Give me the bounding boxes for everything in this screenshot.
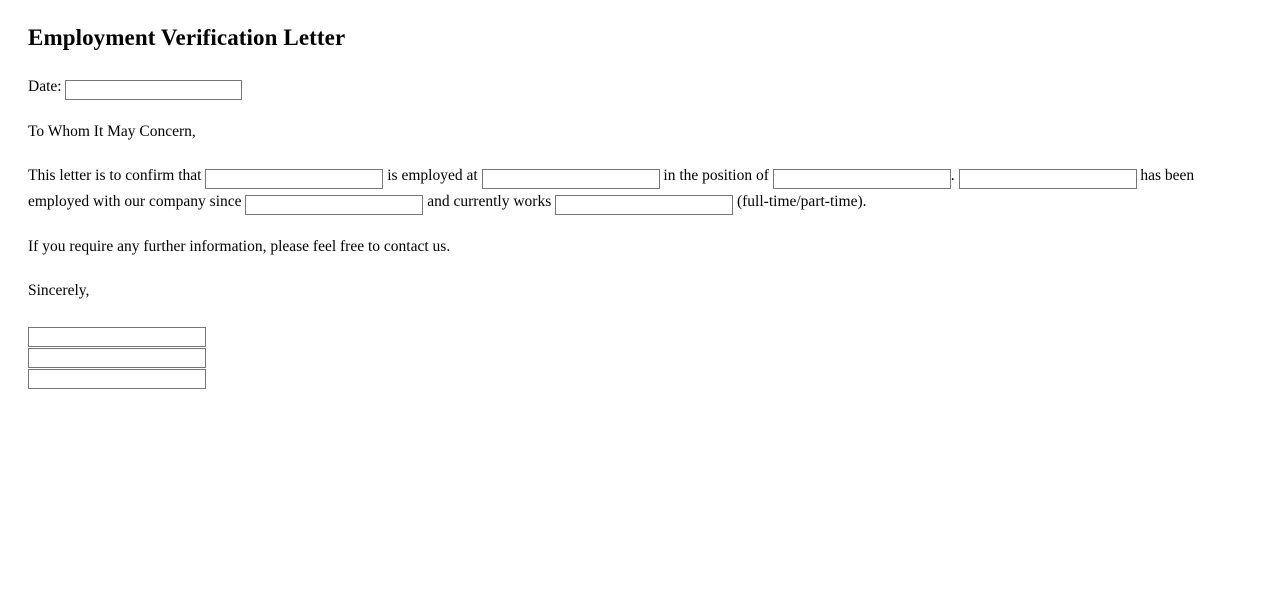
position-input[interactable] bbox=[773, 169, 951, 189]
closing-text: Sincerely, bbox=[28, 281, 90, 299]
salutation: To Whom It May Concern, bbox=[28, 122, 196, 140]
company-name-input[interactable] bbox=[482, 169, 660, 189]
date-label: Date: bbox=[28, 77, 62, 95]
body-segment-4: . bbox=[950, 166, 955, 184]
signature-line-3-input[interactable] bbox=[28, 369, 206, 389]
employment-start-input[interactable] bbox=[245, 195, 423, 215]
further-information-text: If you require any further information, please feel free to contact us. bbox=[28, 237, 451, 255]
page-title: Employment Verification Letter bbox=[28, 25, 346, 50]
signature-block bbox=[28, 327, 1250, 389]
employee-reference-input[interactable] bbox=[959, 169, 1137, 189]
body-segment-5: has been employed with our company since bbox=[28, 166, 1195, 210]
signature-line-1-input[interactable] bbox=[28, 327, 206, 347]
work-hours-input[interactable] bbox=[555, 195, 733, 215]
signature-line-2-input[interactable] bbox=[28, 348, 206, 368]
body-segment-7: (full-time/part-time). bbox=[736, 192, 867, 210]
body-segment-2: is employed at bbox=[387, 166, 478, 184]
letter-body bbox=[28, 163, 1250, 215]
date-input[interactable] bbox=[65, 80, 242, 100]
body-segment-6: and currently works bbox=[427, 192, 552, 210]
body-segment-3: in the position of bbox=[663, 166, 769, 184]
date-line bbox=[28, 74, 1250, 100]
employee-name-input[interactable] bbox=[205, 169, 383, 189]
body-segment-1: This letter is to confirm that bbox=[28, 166, 202, 184]
